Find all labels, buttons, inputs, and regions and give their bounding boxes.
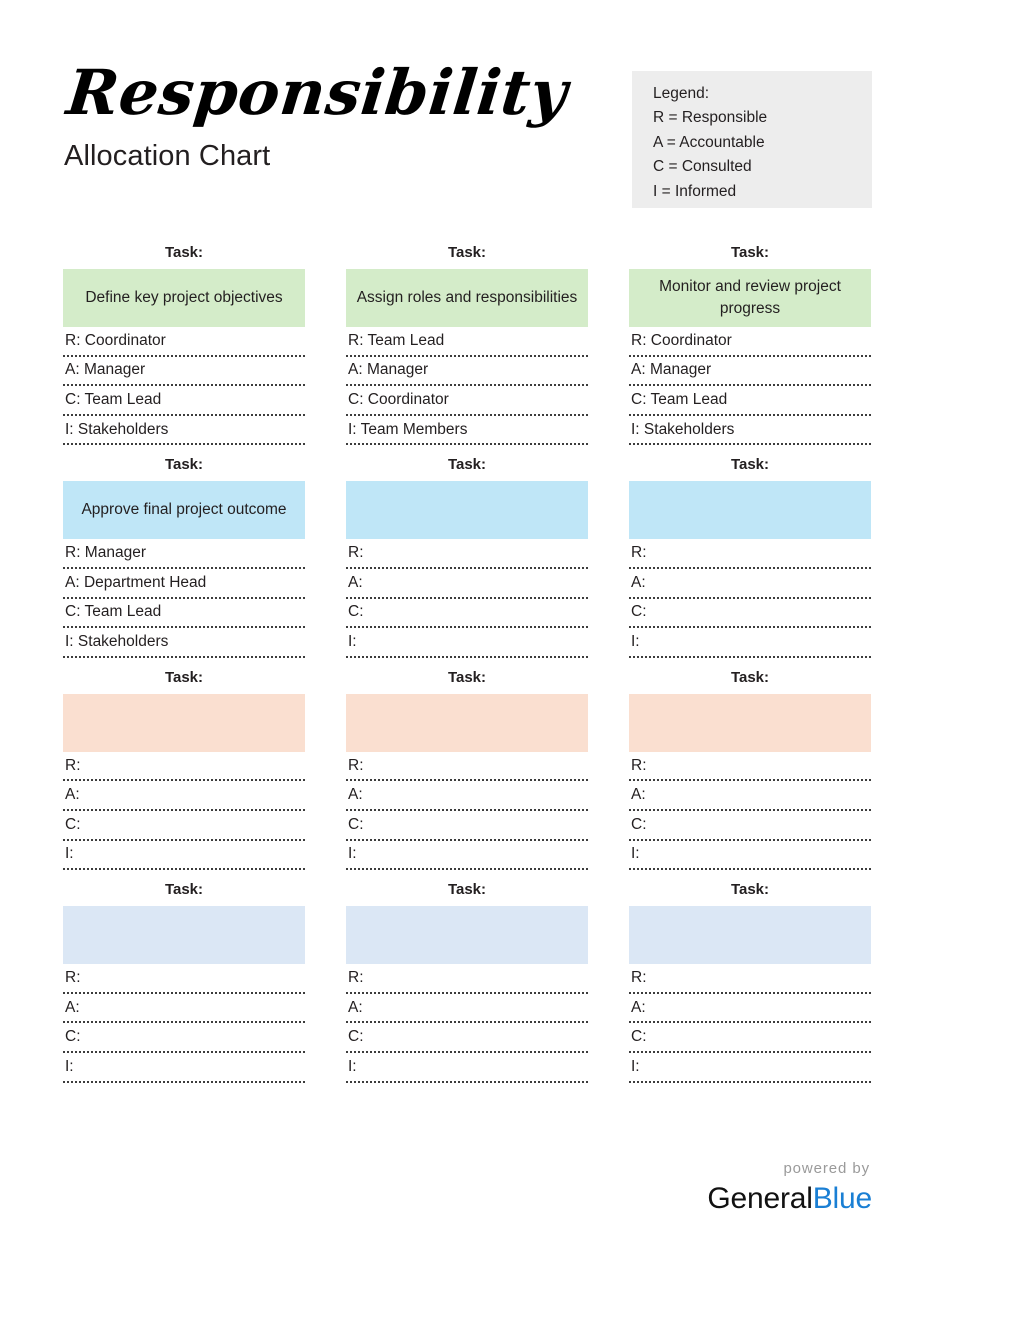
task-name-field[interactable] [629,694,871,752]
task-card [346,881,588,1082]
role-row-consulted[interactable]: C: Team Lead [63,599,305,629]
role-row-responsible[interactable]: R: Coordinator [629,327,871,357]
role-row-informed[interactable]: I: Team Members [346,416,588,446]
role-row-accountable[interactable]: A: Manager [346,357,588,387]
role-row-informed[interactable]: I: Stakeholders [63,416,305,446]
role-rows [629,964,871,1082]
role-row-consulted[interactable]: C: [346,1023,588,1053]
task-label: Task: [164,881,204,899]
task-name-field[interactable] [629,906,871,964]
task-card [63,881,305,1082]
role-row-informed[interactable]: I: Stakeholders [63,628,305,658]
page-title: Responsibility [63,56,571,129]
task-label: Task: [447,456,487,474]
task-name-field[interactable] [346,694,588,752]
task-label: Task: [164,244,204,261]
legend-item-informed: I = Informed [653,182,737,200]
role-rows [629,752,871,870]
task-name-field[interactable] [63,694,305,752]
role-rows [346,964,588,1082]
task-label: Task: [730,456,770,474]
task-card [629,244,871,445]
role-row-informed[interactable]: I: [629,1053,871,1083]
task-name-field[interactable] [346,906,588,964]
task-name-field[interactable] [629,481,871,539]
task-card [63,244,305,445]
role-row-informed[interactable]: I: [63,1053,305,1083]
task-name-field[interactable]: Approve final project outcome [63,481,305,539]
role-row-consulted[interactable]: C: [629,1023,871,1053]
role-rows [346,539,588,657]
task-card [346,244,588,445]
task-card [346,669,588,870]
role-row-informed[interactable]: I: [629,628,871,658]
page-subtitle: Allocation Chart [64,140,271,172]
role-row-responsible[interactable]: R: [629,539,871,569]
task-name-field[interactable]: Monitor and review project progress [629,269,871,327]
role-row-consulted[interactable]: C: [346,811,588,841]
task-label: Task: [730,881,770,899]
role-row-consulted[interactable]: C: Team Lead [63,386,305,416]
role-row-consulted[interactable]: C: [63,1023,305,1053]
task-card-row [63,669,874,870]
role-rows [63,964,305,1082]
role-row-informed[interactable]: I: [63,841,305,871]
role-row-accountable[interactable]: A: [346,994,588,1024]
role-row-responsible[interactable]: R: [629,752,871,782]
role-row-consulted[interactable]: C: Team Lead [629,386,871,416]
legend-item-accountable: A = Accountable [653,133,765,151]
task-label: Task: [447,881,487,899]
task-label: Task: [164,668,204,686]
role-row-responsible[interactable]: R: [346,539,588,569]
role-row-responsible[interactable]: R: Coordinator [63,327,305,357]
role-row-informed[interactable]: I: Stakeholders [629,416,871,446]
role-rows [63,752,305,870]
task-card-row [63,244,874,445]
role-row-informed[interactable]: I: [346,628,588,658]
role-row-accountable[interactable]: A: [346,569,588,599]
task-card-row [63,456,874,657]
role-row-responsible[interactable]: R: [629,964,871,994]
powered-by-label: powered by [783,1160,870,1177]
role-row-consulted[interactable]: C: Coordinator [346,386,588,416]
role-row-accountable[interactable]: A: [629,569,871,599]
task-label: Task: [164,456,204,474]
role-rows [629,327,871,445]
role-row-informed[interactable]: I: [346,841,588,871]
task-name-field[interactable]: Assign roles and responsibilities [346,269,588,327]
generalblue-logo [696,1181,872,1217]
task-label: Task: [447,244,487,261]
role-row-accountable[interactable]: A: [63,781,305,811]
role-row-accountable[interactable]: A: Manager [63,357,305,387]
task-card [63,456,305,657]
task-card [629,669,871,870]
task-name-field[interactable]: Define key project objectives [63,269,305,327]
task-label: Task: [730,244,770,261]
task-name-field[interactable] [63,906,305,964]
legend-heading: Legend: [653,85,710,102]
role-row-responsible[interactable]: R: [346,964,588,994]
role-row-responsible[interactable]: R: Manager [63,539,305,569]
role-rows [63,539,305,657]
task-card [63,669,305,870]
task-card [346,456,588,657]
task-label: Task: [730,668,770,686]
role-row-accountable[interactable]: A: [346,781,588,811]
legend-box [632,71,872,208]
task-card-row [63,881,874,1082]
role-row-responsible[interactable]: R: [63,964,305,994]
role-row-informed[interactable]: I: [629,841,871,871]
page-header [63,56,624,173]
role-rows [629,539,871,657]
role-row-consulted[interactable]: C: [629,811,871,841]
task-card-grid [63,244,874,1083]
role-rows [63,327,305,445]
role-row-responsible[interactable]: R: [346,752,588,782]
role-row-consulted[interactable]: C: [346,599,588,629]
task-label: Task: [447,668,487,686]
brand-footer [696,1160,872,1217]
role-row-accountable[interactable]: A: Department Head [63,569,305,599]
task-card [629,881,871,1082]
legend-item-responsible: R = Responsible [653,109,768,127]
role-row-accountable[interactable]: A: [629,781,871,811]
task-name-field[interactable] [346,481,588,539]
legend-item-consulted: C = Consulted [653,158,752,176]
role-rows [346,752,588,870]
role-row-consulted[interactable]: C: [629,599,871,629]
role-row-consulted[interactable]: C: [63,811,305,841]
role-row-responsible[interactable]: R: [63,752,305,782]
role-row-accountable[interactable]: A: Manager [629,357,871,387]
role-row-accountable[interactable]: A: [629,994,871,1024]
role-row-responsible[interactable]: R: Team Lead [346,327,588,357]
role-row-informed[interactable]: I: [346,1053,588,1083]
role-row-accountable[interactable]: A: [63,994,305,1024]
task-card [629,456,871,657]
logo-word-general: General [707,1182,813,1215]
role-rows [346,327,588,445]
logo-word-blue: Blue [812,1182,872,1215]
